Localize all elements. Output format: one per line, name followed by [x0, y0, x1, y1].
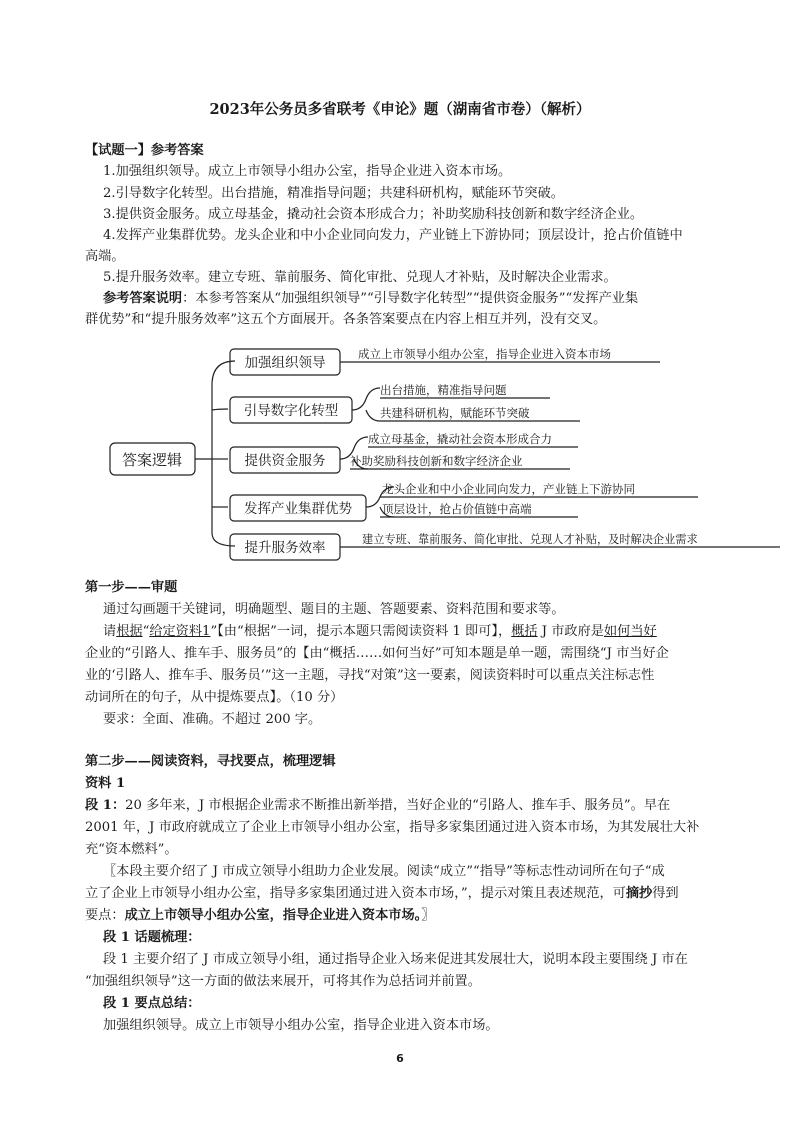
material-label: 资料 1: [85, 776, 126, 791]
text-span: 得到: [652, 886, 679, 901]
leaf-3a: 成立母基金，撬动社会资本形成合力: [368, 432, 552, 446]
paragraph1-line2: 2001 年，J 市政府就成立了企业上市领导小组办公室，指导多家集团通过进入资本市场，为其发展壮大补: [85, 820, 700, 835]
text-span: ”【由“根据”一词，提示本题只需阅读资料 1 即可】，: [210, 624, 512, 639]
text-span: J 市政府是: [537, 624, 604, 639]
analysis-line1: 〖本段主要介绍了 J 市成立领导小组助力企业发展。阅读“成立”“指导”等标志性动词所在句子“成: [103, 864, 665, 879]
paragraph1-line1: [85, 796, 670, 816]
keyword-excerpt: 摘抄: [625, 886, 653, 901]
step2-header: 第二步——阅读资料，寻找要点，梳理逻辑: [85, 754, 336, 769]
branch-label-3: 提供资金服务: [244, 453, 326, 469]
branch-label-2: 引导数字化转型: [243, 403, 339, 419]
branch-label-5: 提升服务效率: [244, 540, 326, 556]
summary-label: 段 1 要点总结：: [103, 996, 201, 1011]
topic-line2: “加强组织领导”这一方面的做法来展开，可将其作为总括词并前置。: [85, 974, 481, 989]
text-span: 20 多年来，J 市根据企业需求不断推出新举措，当好企业的“引路人、推车手、服务员”。早在: [125, 798, 671, 813]
step1-question-line4: 动词所在的句子，从中提炼要点】。（10 分）: [85, 690, 344, 705]
text-span: “: [142, 624, 150, 639]
answer-4: 4.发挥产业集群优势。龙头企业和中小企业同向发力，产业链上下游协同；顶层设计，抢占价值链中: [103, 228, 683, 243]
leaf-4a: 龙头企业和中小企业同向发力，产业链上下游协同: [382, 482, 635, 496]
branch-connector-2: [212, 409, 228, 410]
answer-3: 3.提供资金服务。成立母基金，撬动社会资本形成合力；补助奖励科技创新和数字经济企业。: [103, 207, 644, 222]
page-number: 6: [396, 1052, 404, 1065]
leaf-1: 成立上市领导小组办公室，指导企业进入资本市场: [358, 347, 611, 361]
keyword-root: 根据: [116, 624, 143, 639]
step1-question-line3: 业的‘引路人、推车手、服务员’”这一主题，寻找“对策”这一要素，阅读资料时可以重点关注标志性: [85, 668, 655, 683]
mindmap-root-label: 答案逻辑: [121, 451, 183, 469]
answer-1: 1.加强组织领导。成立上市领导小组办公室，指导企业进入资本市场。: [103, 164, 512, 179]
note-text: ：本参考答案从“加强组织领导”“引导数字化转型”“提供资金服务”“发挥产业集: [182, 291, 639, 306]
leaf-2a: 出台措施，精准指导问题: [380, 383, 507, 397]
leaf-4b: 顶层设计，抢占价值链中高端: [382, 502, 532, 516]
analysis-line2: [85, 884, 679, 904]
topic-line1: 段 1 主要介绍了 J 市成立领导小组，通过指导企业入场来促进其发展壮大，说明本段主要围绕 J 市在: [103, 952, 688, 967]
answer-5: 5.提升服务效率。建立专班、靠前服务、简化审批、兑现人才补贴，及时解决企业需求。: [103, 270, 617, 285]
page-title: 2023年公务员多省联考《申论》题（湖南省市卷）（解析）: [209, 101, 591, 118]
key-point: 成立上市领导小组办公室，指导企业进入资本市场。: [124, 908, 422, 923]
step1-question-line1: [103, 622, 657, 642]
keyword-how: 如何当好: [604, 624, 657, 639]
leaf-2b: 共建科研机构，赋能环节突破: [380, 406, 530, 420]
answer-note-line2: 群优势”和“提升服务效率”这五个方面展开。各条答案要点在内容上相互并列，没有交叉。: [85, 312, 607, 327]
answer-note-line1: [103, 289, 638, 309]
paragraph1-line3: 充“资本燃料”。: [85, 842, 178, 857]
answer-logic-mindmap: [100, 335, 780, 567]
topic-label: 段 1 话题梳理：: [103, 930, 201, 945]
step1-requirement: 要求：全面、准确。不超过 200 字。: [103, 712, 322, 727]
text-span: 请: [103, 624, 117, 639]
q1-header: 【试题一】参考答案: [85, 143, 204, 158]
answer-2: 2.引导数字化转型。出台措施，精准指导问题；共建科研机构，赋能环节突破。: [103, 186, 564, 201]
step1-question-line2: 企业的“引路人、推车手、服务员”的【由“概括……如何当好”可知本题是单一题，需围绕“J 市当好企: [85, 646, 669, 661]
branch-label-4: 发挥产业集群优势: [244, 501, 352, 517]
text-span: 要点：: [85, 908, 125, 923]
keyword-summarize: 概括: [511, 624, 538, 639]
leaf-3b: 补助奖励科技创新和数字经济企业: [350, 454, 523, 468]
branch-label-1: 加强组织领导: [244, 355, 326, 371]
note-label: 参考答案说明: [103, 291, 183, 306]
answer-4-cont: 高端。: [85, 249, 125, 264]
keyword-material: 给定资料1: [149, 624, 211, 639]
step1-line1: 通过勾画题干关键词，明确题型、题目的主题、答题要素、资料范围和要求等。: [103, 602, 565, 617]
text-span: 立了企业上市领导小组办公室，指导多家集团通过进入资本市场，”，提示对策且表述规范，可: [85, 886, 626, 901]
analysis-line3: [85, 906, 434, 926]
summary-text: 加强组织领导。成立上市领导小组办公室，指导企业进入资本市场。: [103, 1018, 499, 1033]
trunk-line: [212, 361, 235, 546]
step1-header: 第一步——审题: [85, 580, 178, 595]
leaf-5: 建立专班、靠前服务、简化审批、兑现人才补贴，及时解决企业需求: [362, 533, 698, 546]
text-span: 〗: [421, 908, 435, 923]
paragraph-label: 段 1：: [85, 798, 126, 813]
leaf-connector-2: [352, 388, 380, 421]
